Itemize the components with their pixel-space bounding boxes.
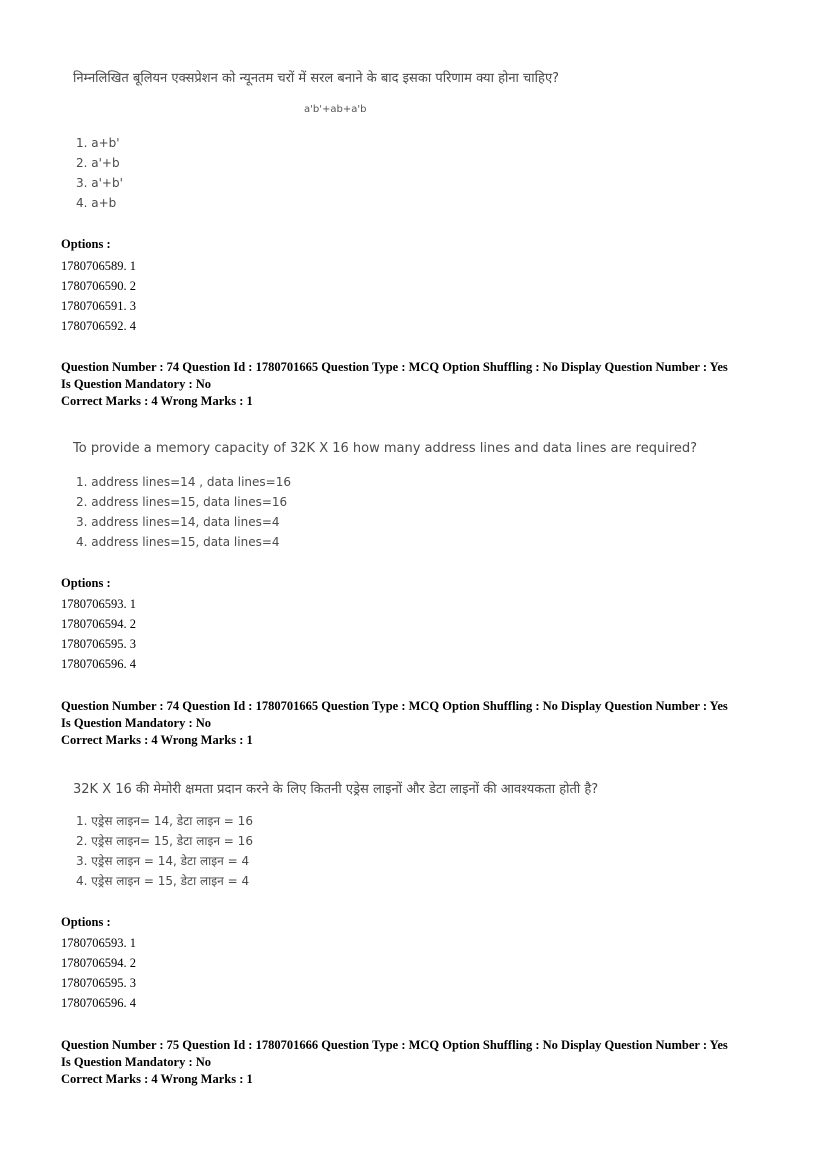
option-id: 1780706590. 2 (61, 279, 136, 293)
question-mandatory: Is Question Mandatory : No (61, 716, 212, 730)
option-id: 1780706594. 2 (61, 617, 136, 631)
question-text-english-memory: To provide a memory capacity of 32K X 16 how many address lines and data lines are required? (73, 441, 698, 456)
question-meta-line: Question Number : 74 Question Id : 1780701665 Question Type : MCQ Option Shuffling : No Display Question Number : Yes (61, 699, 728, 713)
choice: 4. address lines=15, data lines=4 (76, 535, 280, 549)
options-label: Options : (61, 576, 111, 590)
boolean-expression: a'b'+ab+a'b (304, 104, 367, 115)
question-marks: Correct Marks : 4 Wrong Marks : 1 (61, 1072, 253, 1086)
question-marks: Correct Marks : 4 Wrong Marks : 1 (61, 394, 253, 408)
option-id: 1780706593. 1 (61, 597, 136, 611)
choice: 2. एड्रेस लाइन= 15, डेटा लाइन = 16 (76, 834, 253, 848)
option-id: 1780706596. 4 (61, 996, 136, 1010)
question-text-hindi-memory: 32K X 16 की मेमोरी क्षमता प्रदान करने के लिए कितनी एड्रेस लाइनों और डेटा लाइनों की आवश्यकता होती है? (73, 782, 599, 797)
answer-choices (76, 472, 291, 552)
choice: 2. a'+b (76, 156, 120, 170)
option-id: 1780706595. 3 (61, 976, 136, 990)
question-text-hindi-boolean: निम्नलिखित बूलियन एक्सप्रेशन को न्यूनतम चरों में सरल बनाने के बाद इसका परिणाम क्या होना चाहिए? (73, 71, 560, 86)
choice: 3. address lines=14, data lines=4 (76, 515, 280, 529)
answer-choices (76, 811, 253, 891)
choice: 4. a+b (76, 196, 117, 210)
options-list (61, 256, 136, 336)
choice: 4. एड्रेस लाइन = 15, डेटा लाइन = 4 (76, 874, 250, 888)
question-header (61, 698, 728, 749)
option-id: 1780706593. 1 (61, 936, 136, 950)
option-id: 1780706592. 4 (61, 319, 136, 333)
options-label: Options : (61, 915, 111, 929)
options-list (61, 594, 136, 674)
choice: 2. address lines=15, data lines=16 (76, 495, 288, 509)
option-id: 1780706589. 1 (61, 259, 136, 273)
options-list (61, 933, 136, 1013)
choice: 1. एड्रेस लाइन= 14, डेटा लाइन = 16 (76, 814, 253, 828)
question-meta-line: Question Number : 74 Question Id : 1780701665 Question Type : MCQ Option Shuffling : No Display Question Number : Yes (61, 360, 728, 374)
option-id: 1780706595. 3 (61, 637, 136, 651)
question-meta-line: Question Number : 75 Question Id : 1780701666 Question Type : MCQ Option Shuffling : No Display Question Number : Yes (61, 1038, 728, 1052)
option-id: 1780706596. 4 (61, 657, 136, 671)
question-header (61, 359, 728, 410)
choice: 3. a'+b' (76, 176, 123, 190)
option-id: 1780706591. 3 (61, 299, 136, 313)
choice: 3. एड्रेस लाइन = 14, डेटा लाइन = 4 (76, 854, 250, 868)
answer-choices (76, 133, 123, 213)
choice: 1. a+b' (76, 136, 120, 150)
option-id: 1780706594. 2 (61, 956, 136, 970)
question-mandatory: Is Question Mandatory : No (61, 377, 212, 391)
choice: 1. address lines=14 , data lines=16 (76, 475, 291, 489)
question-mandatory: Is Question Mandatory : No (61, 1055, 212, 1069)
question-header (61, 1037, 728, 1088)
question-marks: Correct Marks : 4 Wrong Marks : 1 (61, 733, 253, 747)
options-label: Options : (61, 237, 111, 251)
